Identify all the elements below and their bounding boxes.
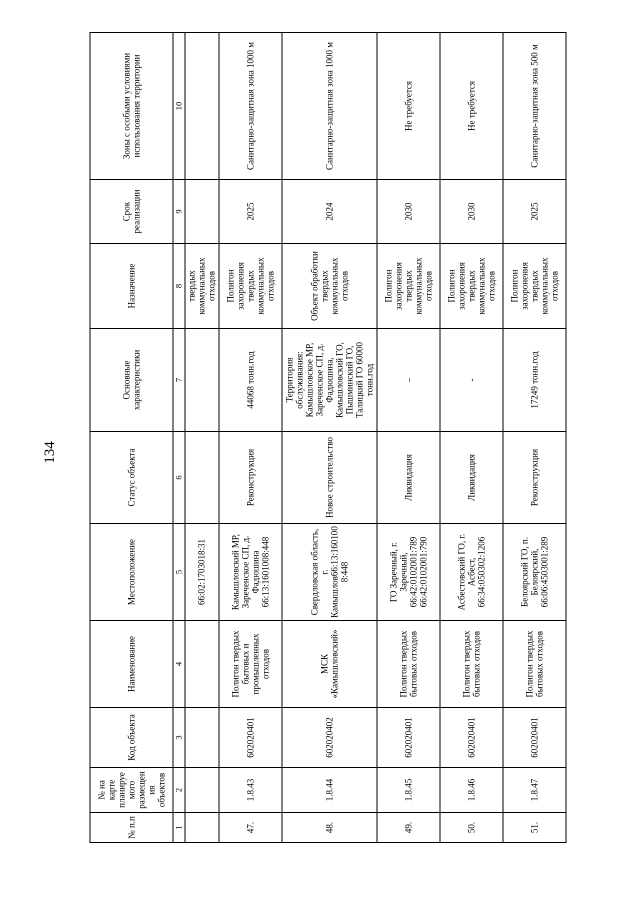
row-number: 51. bbox=[503, 813, 566, 843]
row-number: 48. bbox=[282, 813, 378, 843]
special-zone: Не требуется bbox=[440, 33, 503, 180]
table-rotated-container bbox=[90, 33, 567, 843]
header-row bbox=[90, 33, 173, 843]
special-zone: Санитарно-защитная зона 500 м bbox=[503, 33, 566, 180]
object-name: МСК «Камышловский» bbox=[282, 621, 378, 708]
row-number: 50. bbox=[440, 813, 503, 843]
table-cell bbox=[185, 813, 219, 843]
object-purpose: Объект обработки твердых коммунальных отходов bbox=[282, 244, 378, 329]
table-cell: твердых коммунальных отходов bbox=[185, 244, 219, 329]
page-number bbox=[40, 440, 60, 464]
object-code: 602020402 bbox=[282, 708, 378, 768]
special-zone: Санитарно-защитная зона 1000 м bbox=[282, 33, 378, 180]
table-cell bbox=[185, 180, 219, 244]
table-row bbox=[219, 33, 282, 843]
object-purpose: Полигон захоронения твердых коммунальных отходов bbox=[377, 244, 440, 329]
object-status: Новое строительство bbox=[282, 432, 378, 524]
object-location: Асбестовский ГО, г. Асбест, 66:34:050302:1206 bbox=[440, 524, 503, 621]
table-cell bbox=[185, 708, 219, 768]
column-number: 4 bbox=[173, 621, 184, 708]
object-location: Камышловский МР, Зареченское СП, д. Фадюшина 66:13:1601008:448 bbox=[219, 524, 282, 621]
object-purpose: Полигон захоронения твердых коммунальных отходов bbox=[219, 244, 282, 329]
header-cell: Зоны с особыми условиями использования территории bbox=[90, 33, 173, 180]
object-status: Ликвидация bbox=[377, 432, 440, 524]
object-status: Ликвидация bbox=[440, 432, 503, 524]
object-name: Полигон твердых бытовых отходов bbox=[377, 621, 440, 708]
object-purpose: Полигон захоронения твердых коммунальных отходов bbox=[440, 244, 503, 329]
implementation-term: 2025 bbox=[219, 180, 282, 244]
column-number: 5 bbox=[173, 524, 184, 621]
implementation-term: 2030 bbox=[440, 180, 503, 244]
column-number: 6 bbox=[173, 432, 184, 524]
objects-table bbox=[90, 32, 567, 843]
column-number: 7 bbox=[173, 329, 184, 432]
object-status: Реконструкция bbox=[503, 432, 566, 524]
column-number-row bbox=[173, 33, 184, 843]
table-cell bbox=[185, 33, 219, 180]
map-number: 1.8.45 bbox=[377, 768, 440, 813]
object-code: 602020401 bbox=[219, 708, 282, 768]
table-cell bbox=[185, 621, 219, 708]
object-characteristics: 44068 тонн.год bbox=[219, 329, 282, 432]
table-cell bbox=[185, 432, 219, 524]
implementation-term: 2024 bbox=[282, 180, 378, 244]
special-zone: Не требуется bbox=[377, 33, 440, 180]
header-cell: № п.п bbox=[90, 813, 173, 843]
table-row bbox=[282, 33, 378, 843]
header-cell: Наименование bbox=[90, 621, 173, 708]
row-number: 47. bbox=[219, 813, 282, 843]
map-number: 1.8.47 bbox=[503, 768, 566, 813]
object-purpose: Полигон захоронения твердых коммунальных отходов bbox=[503, 244, 566, 329]
object-characteristics: – bbox=[377, 329, 440, 432]
object-location: Белоярский ГО, п. Белоярский, 66:06:4503001:289 bbox=[503, 524, 566, 621]
column-number: 2 bbox=[173, 768, 184, 813]
table-row bbox=[440, 33, 503, 843]
header-cell: Местоположение bbox=[90, 524, 173, 621]
object-name: Полигон твердых бытовых и промышленных отходов bbox=[219, 621, 282, 708]
map-number: 1.8.44 bbox=[282, 768, 378, 813]
header-cell: № на карте планируемого размещения объектов bbox=[90, 768, 173, 813]
header-cell: Срок реализации bbox=[90, 180, 173, 244]
row-number: 49. bbox=[377, 813, 440, 843]
table-row bbox=[377, 33, 440, 843]
object-location: Свердловская область, г. Камышлов66:13:1601008:448 bbox=[282, 524, 378, 621]
special-zone: Санитарно-защитная зона 1000 м bbox=[219, 33, 282, 180]
column-number: 3 bbox=[173, 708, 184, 768]
column-number: 1 bbox=[173, 813, 184, 843]
page-number-text: 134 bbox=[41, 440, 58, 464]
object-characteristics: Территория обслуживания: Камышловское МР, Зареченское СП, д. Фадюшина, Камышловский ГО, Пышминский ГО, Талицкий ГО 60000 тонн.год bbox=[282, 329, 378, 432]
object-name: Полигон твердых бытовых отходов bbox=[440, 621, 503, 708]
table-cell bbox=[185, 768, 219, 813]
table-cell bbox=[185, 329, 219, 432]
header-cell: Назначение bbox=[90, 244, 173, 329]
implementation-term: 2030 bbox=[377, 180, 440, 244]
column-number: 9 bbox=[173, 180, 184, 244]
header-cell: Код объекта bbox=[90, 708, 173, 768]
header-cell: Статус объекта bbox=[90, 432, 173, 524]
table-cell: 66:02:1703018:31 bbox=[185, 524, 219, 621]
object-location: ГО Заречный, г. Заречный, 66:42:0102001:789 66:42:0102001:790 bbox=[377, 524, 440, 621]
object-status: Реконструкция bbox=[219, 432, 282, 524]
object-name: Полигон твердых бытовых отходов bbox=[503, 621, 566, 708]
column-number: 10 bbox=[173, 33, 184, 180]
map-number: 1.8.43 bbox=[219, 768, 282, 813]
continuation-row bbox=[185, 33, 219, 843]
map-number: 1.8.46 bbox=[440, 768, 503, 813]
object-characteristics: - bbox=[440, 329, 503, 432]
column-number: 8 bbox=[173, 244, 184, 329]
object-code: 602020401 bbox=[503, 708, 566, 768]
object-code: 602020401 bbox=[377, 708, 440, 768]
header-cell: Основные характеристики bbox=[90, 329, 173, 432]
implementation-term: 2025 bbox=[503, 180, 566, 244]
object-code: 602020401 bbox=[440, 708, 503, 768]
object-characteristics: 17249 тонн.год bbox=[503, 329, 566, 432]
table-row bbox=[503, 33, 566, 843]
